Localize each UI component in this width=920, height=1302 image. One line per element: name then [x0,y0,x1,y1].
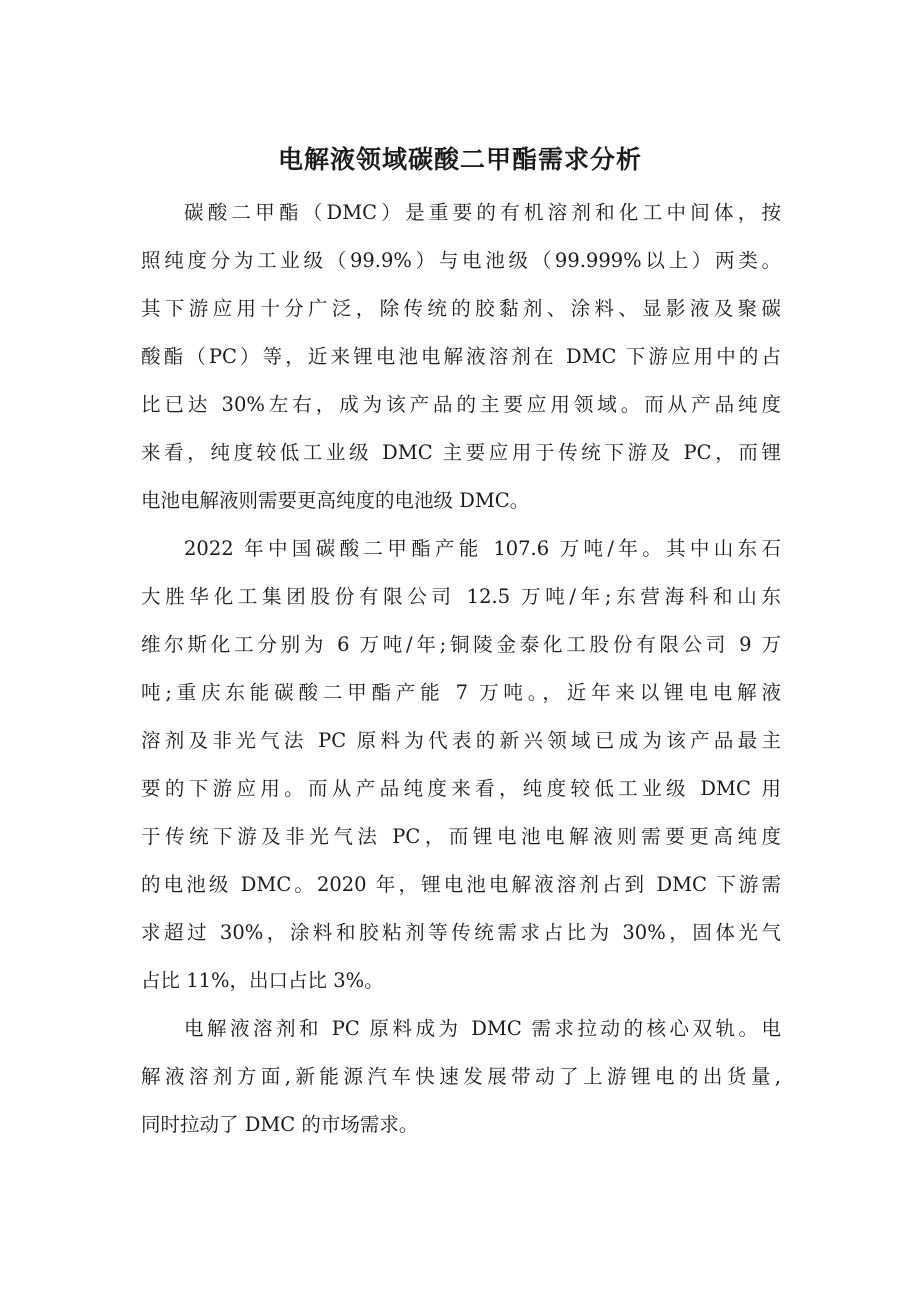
text-line: 占比 11%，出口占比 3%。 [141,969,384,992]
text-line: 照纯度分为工业级（99.9%）与电池级（99.999%以上）两类。 [141,249,781,272]
paragraph-demand-drivers [141,1005,781,1149]
text-line: 电池电解液则需要更高纯度的电池级 DMC。 [141,489,530,512]
text-line: 的电池级 DMC。2020 年，锂电池电解液溶剂占到 DMC 下游需 [141,873,781,896]
text-line: 求超过 30%，涂料和胶粘剂等传统需求占比为 30%，固体光气 [141,921,781,944]
document-title: 电解液领域碳酸二甲酯需求分析 [277,145,642,174]
text-line: 碳酸二甲酯（DMC）是重要的有机溶剂和化工中间体，按 [184,201,781,224]
text-line: 来看，纯度较低工业级 DMC 主要应用于传统下游及 PC，而锂 [141,441,781,464]
text-line: 维尔斯化工分别为 6 万吨/年;铜陵金泰化工股份有限公司 9 万 [141,633,781,656]
text-line: 解液溶剂方面,新能源汽车快速发展带动了上游锂电的出货量, [141,1065,781,1088]
text-line: 同时拉动了 DMC 的市场需求。 [141,1113,419,1136]
text-line: 2022 年中国碳酸二甲酯产能 107.6 万吨/年。其中山东石 [184,537,781,560]
text-line: 大胜华化工集团股份有限公司 12.5 万吨/年;东营海科和山东 [141,585,781,608]
paragraph-intro [141,189,781,525]
paragraph-capacity [141,525,781,1005]
text-line: 要的下游应用。而从产品纯度来看，纯度较低工业级 DMC 用 [141,777,781,800]
text-line: 酸酯（PC）等，近来锂电池电解液溶剂在 DMC 下游应用中的占 [141,345,781,368]
text-line: 于传统下游及非光气法 PC，而锂电池电解液则需要更高纯度 [141,825,781,848]
text-line: 吨;重庆东能碳酸二甲酯产能 7 万吨。，近年来以锂电电解液 [141,681,781,704]
text-line: 比已达 30%左右，成为该产品的主要应用领域。而从产品纯度 [141,393,781,416]
text-line: 电解液溶剂和 PC 原料成为 DMC 需求拉动的核心双轨。电 [184,1017,781,1040]
text-line: 其下游应用十分广泛，除传统的胶黏剂、涂料、显影液及聚碳 [141,297,781,320]
text-line: 溶剂及非光气法 PC 原料为代表的新兴领域已成为该产品最主 [141,729,781,752]
